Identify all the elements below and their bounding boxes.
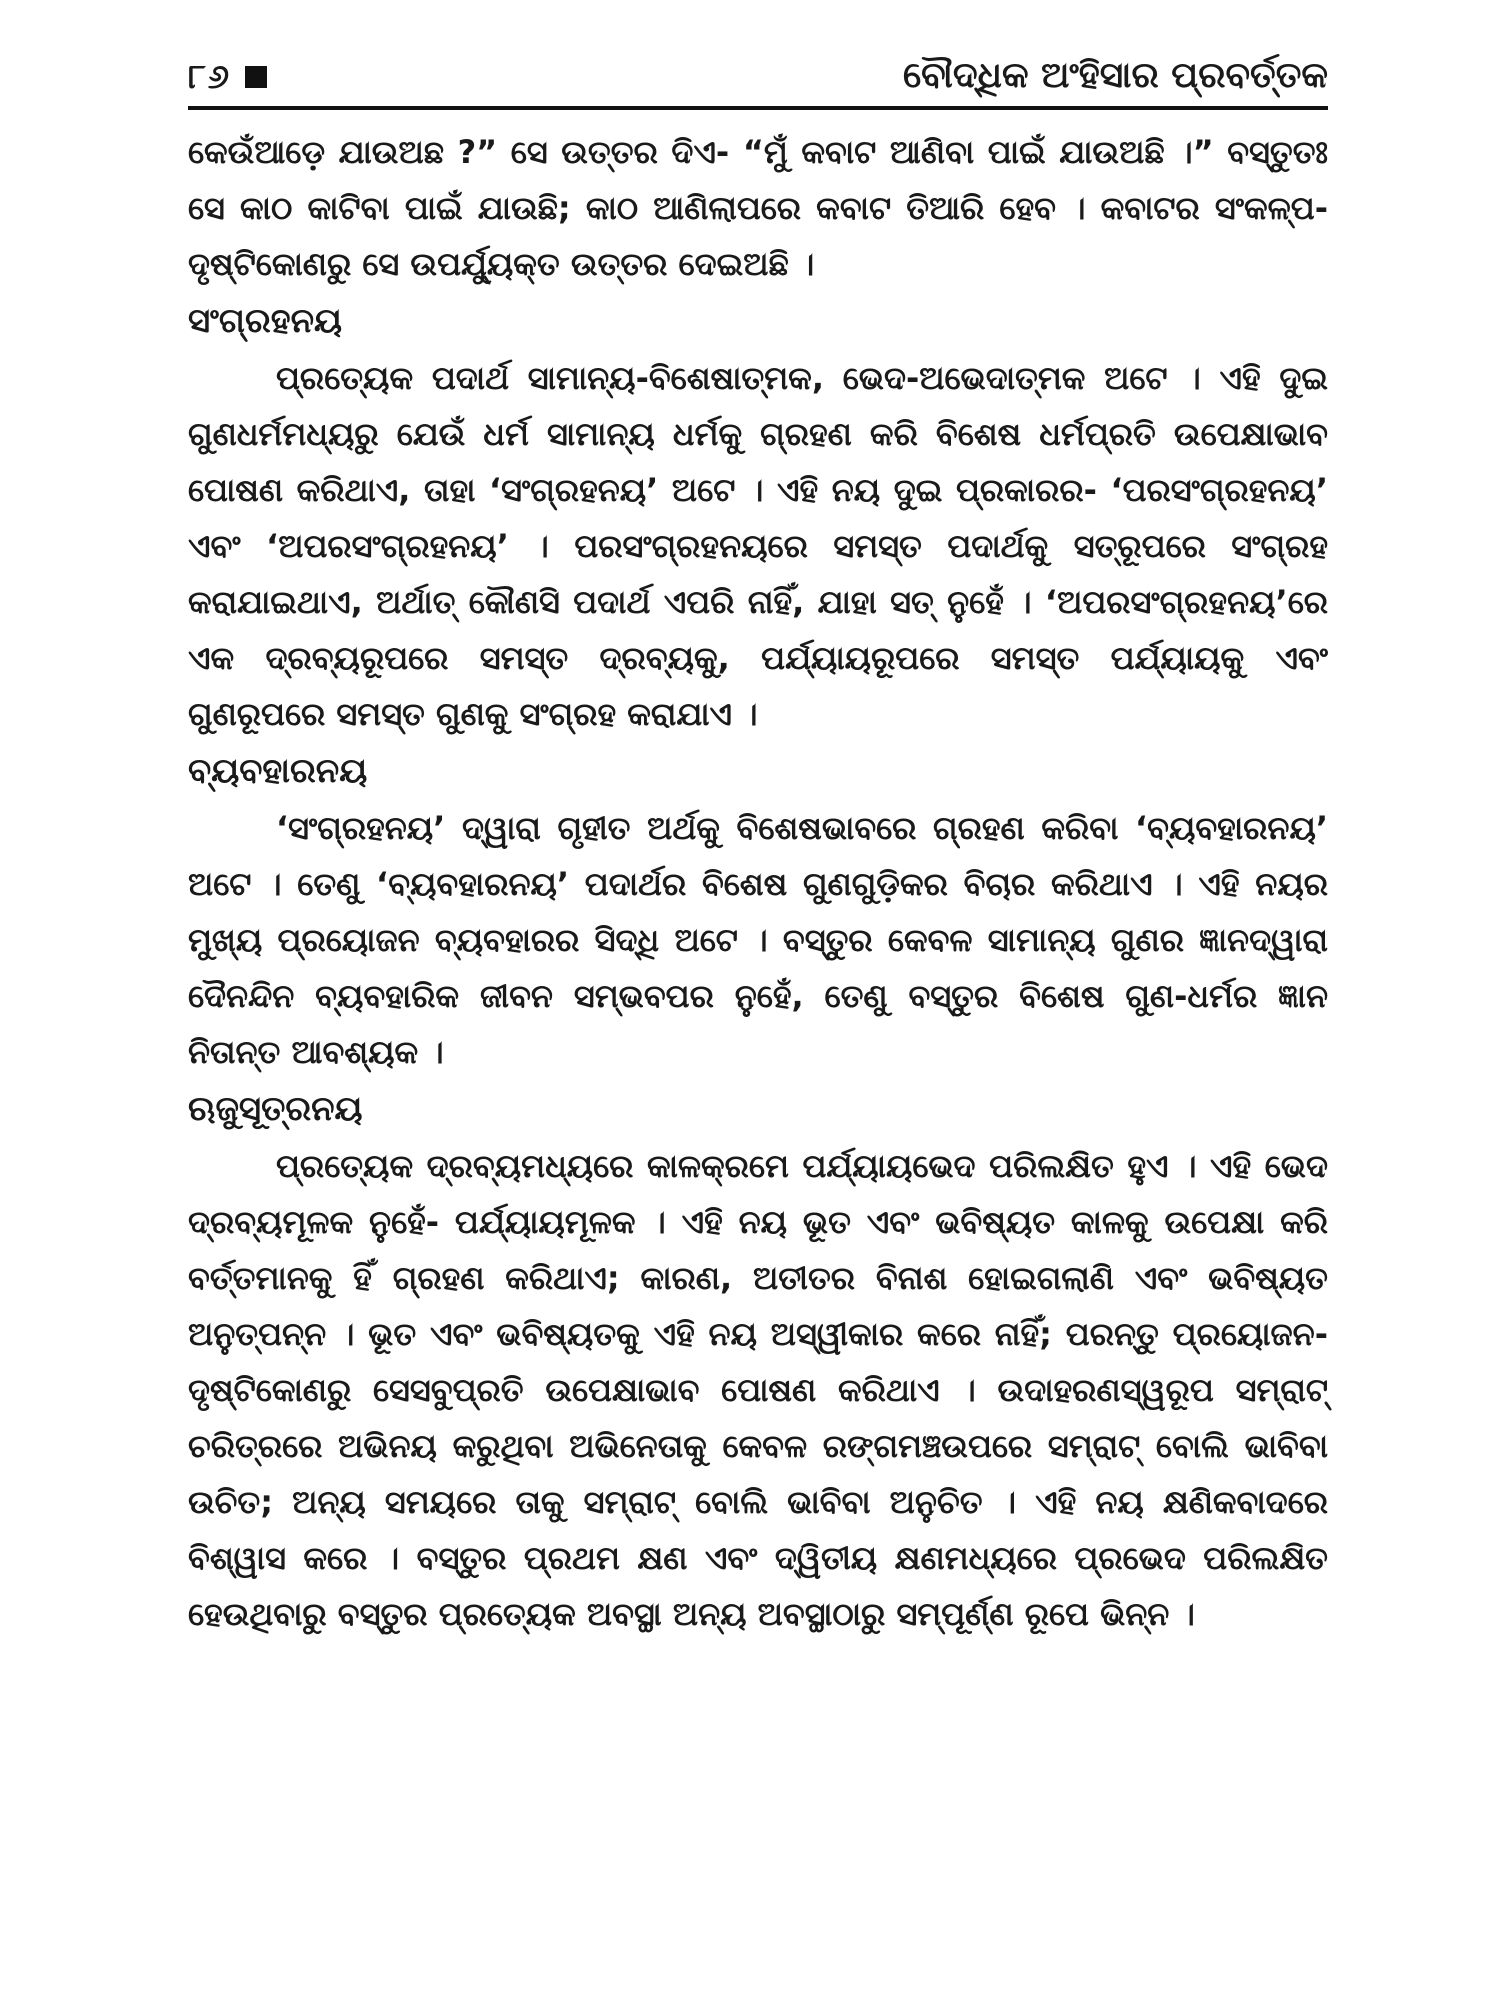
square-bullet-icon bbox=[245, 66, 267, 88]
book-title: ବୌଦ୍ଧିକ ଅଂହିସାର ପ୍ରବର୍ତ୍ତକ bbox=[903, 55, 1328, 96]
book-page bbox=[188, 48, 1328, 1642]
section-heading-sangrahanaya: ସଂଗ୍ରହନୟ bbox=[188, 301, 343, 341]
section-paragraph-sangrahanaya: ପ୍ରତ୍ୟେକ ପଦାର୍ଥ ସାମାନ୍ୟ-ବିଶେଷାତ୍ମକ, ଭେଦ-ଅଭେଦାତ୍ମକ ଅଟେ । ଏହି ଦୁଇ ଗୁଣଧର୍ମମଧ୍ୟରୁ ଯେଉଁ ଧର୍ମ ସାମାନ୍ୟ ଧର୍ମକୁ ଗ୍ରହଣ କରି ବିଶେଷ ଧର୍ମପ୍ରତି ଉପେକ୍ଷାଭାବ ପୋଷଣ କରିଥାଏ, ତାହା ‘ସଂଗ୍ରହନୟ’ ଅଟେ । ଏହି ନୟ ଦୁଇ ପ୍ରକାରର- ‘ପରସଂଗ୍ରହନୟ’ ଏବଂ ‘ଅପରସଂଗ୍ରହନୟ’ । ପରସଂଗ୍ରହନୟରେ ସମସ୍ତ ପଦାର୍ଥକୁ ସତ୍‌ରୂପରେ ସଂଗ୍ରହ କରାଯାଇଥାଏ, ଅର୍ଥାତ୍ କୌଣସି ପଦାର୍ଥ ଏପରି ନାହିଁ, ଯାହା ସତ୍ ନୁହେଁ । ‘ଅପରସଂଗ୍ରହନୟ’ରେ ଏକ ଦ୍ରବ୍ୟରୂପରେ ସମସ୍ତ ଦ୍ରବ୍ୟକୁ, ପର୍ଯ୍ୟାୟରୂପରେ ସମସ୍ତ ପର୍ଯ୍ୟାୟକୁ ଏବଂ ଗୁଣରୂପରେ ସମସ୍ତ ଗୁଣକୁ ସଂଗ୍ରହ କରାଯାଏ । bbox=[188, 359, 1328, 733]
intro-paragraph: କେଉଁଆଡ଼େ ଯାଉଅଛ ?” ସେ ଉତ୍ତର ଦିଏ- “ମୁଁ କବାଟ ଆଣିବା ପାଇଁ ଯାଉଅଛି ।” ବସ୍ତୁତଃ ସେ କାଠ କାଟିବା ପାଇଁ ଯାଉଛି; କାଠ ଆଣିଲାପରେ କବାଟ ତିଆରି ହେବ । କବାଟର ସଂକଳ୍ପ-ଦୃଷ୍ଟିକୋଣରୁ ସେ ଉପର୍ଯ୍ୟୁକ୍ତ ଉତ୍ତର ଦେଇଅଛି । bbox=[188, 133, 1328, 283]
page-number: ୮୬ bbox=[188, 57, 232, 97]
running-header bbox=[188, 48, 1328, 110]
section-heading-rijusutranaya: ଋଜୁସୂତ୍ରନୟ bbox=[188, 1089, 363, 1129]
section-paragraph-rijusutranaya: ପ୍ରତ୍ୟେକ ଦ୍ରବ୍ୟମଧ୍ୟରେ କାଳକ୍ରମେ ପର୍ଯ୍ୟାୟଭେଦ ପରିଲକ୍ଷିତ ହୁଏ । ଏହି ଭେଦ ଦ୍ରବ୍ୟମୂଳକ ନୁହେଁ- ପର୍ଯ୍ୟାୟମୂଳକ । ଏହି ନୟ ଭୂତ ଏବଂ ଭବିଷ୍ୟତ କାଳକୁ ଉପେକ୍ଷା କରି ବର୍ତ୍ତମାନକୁ ହିଁ ଗ୍ରହଣ କରିଥାଏ; କାରଣ, ଅତୀତର ବିନାଶ ହୋଇଗଲାଣି ଏବଂ ଭବିଷ୍ୟତ ଅନୁତ୍ପନ୍ନ । ଭୂତ ଏବଂ ଭବିଷ୍ୟତକୁ ଏହି ନୟ ଅସ୍ୱୀକାର କରେ ନାହିଁ; ପରନ୍ତୁ ପ୍ରୟୋଜନ-ଦୃଷ୍ଟିକୋଣରୁ ସେସବୁପ୍ରତି ଉପେକ୍ଷାଭାବ ପୋଷଣ କରିଥାଏ । ଉଦାହରଣସ୍ୱରୂପ ସମ୍ରାଟ୍ ଚରିତ୍ରରେ ଅଭିନୟ କରୁଥିବା ଅଭିନେତାକୁ କେବଳ ରଙ୍ଗମଞ୍ଚଉପରେ ସମ୍ରାଟ୍ ବୋଲି ଭାବିବା ଉଚିତ; ଅନ୍ୟ ସମୟରେ ତାକୁ ସମ୍ରାଟ୍ ବୋଲି ଭାବିବା ଅନୁଚିତ । ଏହି ନୟ କ୍ଷଣିକବାଦରେ ବିଶ୍ୱାସ କରେ । ବସ୍ତୁର ପ୍ରଥମ କ୍ଷଣ ଏବଂ ଦ୍ୱିତୀୟ କ୍ଷଣମଧ୍ୟରେ ପ୍ରଭେଦ ପରିଲକ୍ଷିତ ହେଉଥିବାରୁ ବସ୍ତୁର ପ୍ରତ୍ୟେକ ଅବସ୍ଥା ଅନ୍ୟ ଅବସ୍ଥାଠାରୁ ସମ୍ପୂର୍ଣ୍ଣ ରୂପେ ଭିନ୍ନ । bbox=[188, 1147, 1328, 1633]
section-paragraph-vyavaharanaya: ‘ସଂଗ୍ରହନୟ’ ଦ୍ୱାରା ଗୃହୀତ ଅର୍ଥକୁ ବିଶେଷଭାବରେ ଗ୍ରହଣ କରିବା ‘ବ୍ୟବହାରନୟ’ ଅଟେ । ତେଣୁ ‘ବ୍ୟବହାରନୟ’ ପଦାର୍ଥର ବିଶେଷ ଗୁଣଗୁଡ଼ିକର ବିଚାର କରିଥାଏ । ଏହି ନୟର ମୁଖ୍ୟ ପ୍ରୟୋଜନ ବ୍ୟବହାରର ସିଦ୍ଧି ଅଟେ । ବସ୍ତୁର କେବଳ ସାମାନ୍ୟ ଗୁଣର ଜ୍ଞାନଦ୍ୱାରା ଦୈନନ୍ଦିନ ବ୍ୟବହାରିକ ଜୀବନ ସମ୍ଭବପର ନୁହେଁ, ତେଣୁ ବସ୍ତୁର ବିଶେଷ ଗୁଣ-ଧର୍ମର ଜ୍ଞାନ ନିତାନ୍ତ ଆବଶ୍ୟକ । bbox=[188, 809, 1328, 1071]
section-heading-vyavaharanaya: ବ୍ୟବହାରନୟ bbox=[188, 751, 368, 791]
page-body bbox=[188, 124, 1328, 1642]
header-left bbox=[188, 57, 267, 97]
